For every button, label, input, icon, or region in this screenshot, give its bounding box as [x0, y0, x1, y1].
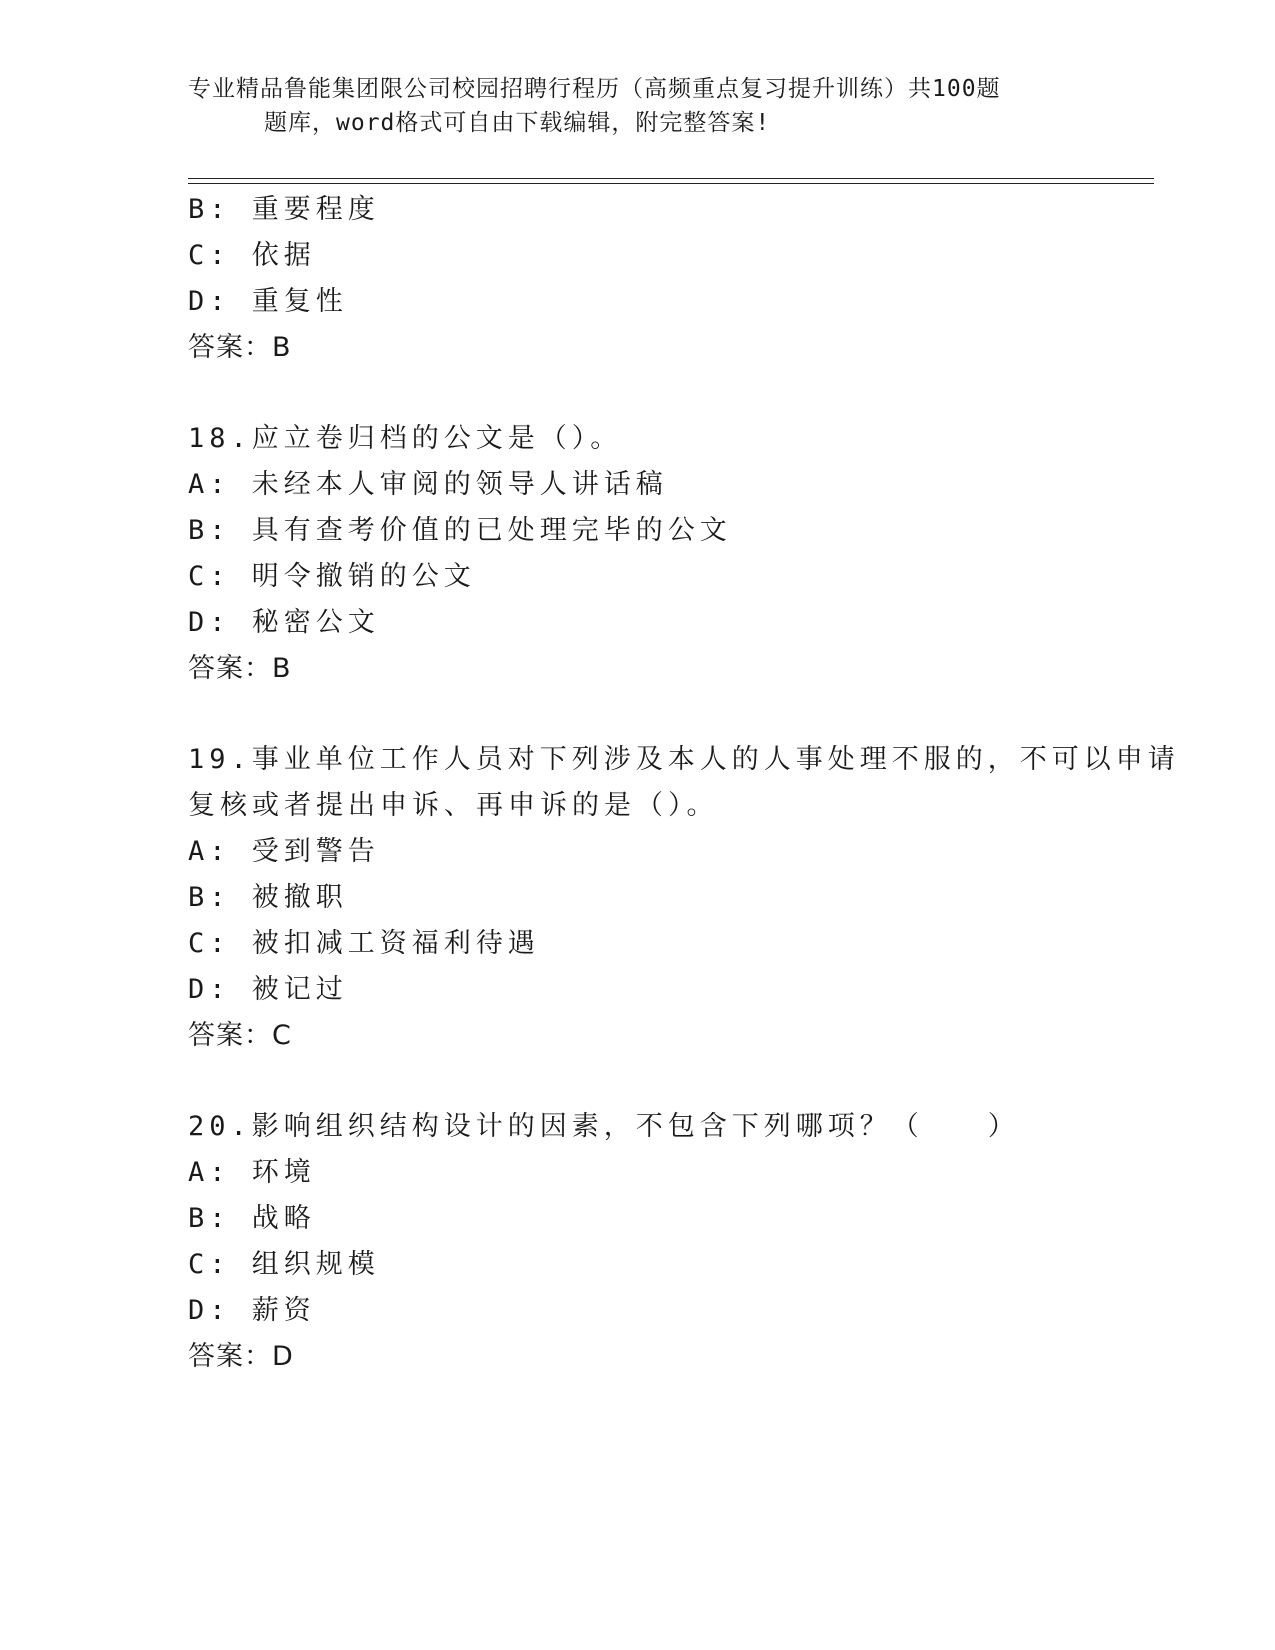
- option-a: A: 环境: [188, 1157, 316, 1188]
- document-header: [188, 72, 1068, 140]
- option-d: D: 薪资: [188, 1295, 316, 1326]
- header-title-line2: 题库，word格式可自由下载编辑，附完整答案!: [264, 110, 771, 136]
- question-19: [188, 737, 1180, 1059]
- question-list: [188, 187, 1180, 1380]
- answer-label: 答案：B: [188, 332, 292, 363]
- question-17-continuation: [188, 187, 1088, 371]
- header-divider-top: [188, 178, 1154, 179]
- answer-label: 答案：D: [188, 1341, 294, 1372]
- option-c: C: 依据: [188, 240, 316, 271]
- option-b: B: 战略: [188, 1203, 316, 1234]
- option-b: B: 重要程度: [188, 194, 380, 225]
- question-stem: 18.应立卷归档的公文是（）。: [188, 423, 623, 454]
- option-a: A: 未经本人审阅的领导人讲话稿: [188, 469, 668, 500]
- question-18: [188, 416, 1088, 692]
- option-b: B: 被撤职: [188, 882, 348, 913]
- header-title-line1: 专业精品鲁能集团限公司校园招聘行程历（高频重点复习提升训练）共100题: [188, 76, 1001, 102]
- question-stem: 20.影响组织结构设计的因素，不包含下列哪项？（ ）: [188, 1111, 1020, 1142]
- question-stem-line2: 复核或者提出申诉、再申诉的是（）。: [188, 790, 719, 821]
- option-b: B: 具有查考价值的已处理完毕的公文: [188, 515, 732, 546]
- option-a: A: 受到警告: [188, 836, 380, 867]
- question-stem-line1: 19.事业单位工作人员对下列涉及本人的人事处理不服的，不可以申请: [188, 744, 1180, 775]
- option-d: D: 秘密公文: [188, 607, 380, 638]
- header-divider-bottom: [188, 183, 1154, 184]
- answer-label: 答案：C: [188, 1020, 292, 1051]
- option-d: D: 被记过: [188, 974, 348, 1005]
- option-c: C: 明令撤销的公文: [188, 561, 476, 592]
- answer-label: 答案：B: [188, 653, 292, 684]
- option-c: C: 被扣减工资福利待遇: [188, 928, 540, 959]
- option-c: C: 组织规模: [188, 1249, 380, 1280]
- question-20: [188, 1104, 1088, 1380]
- option-d: D: 重复性: [188, 286, 348, 317]
